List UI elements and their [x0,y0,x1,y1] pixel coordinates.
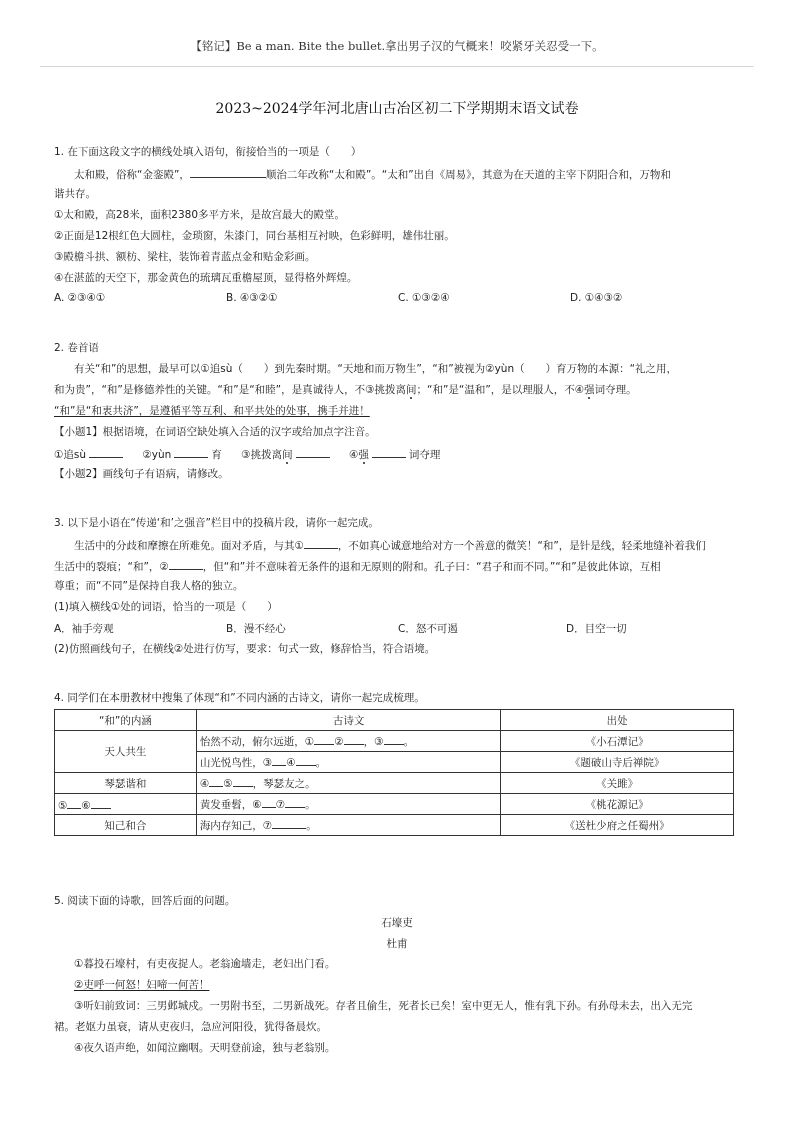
q3-option-d[interactable]: D．目空一切 [566,623,627,635]
q1-option-a[interactable]: A. ②③④① [54,292,106,304]
q2-subquestion-2: 【小题2】画线句子有语病，请修改。 [54,468,229,480]
q1-option-c[interactable]: C. ①③②④ [398,292,450,304]
q2-underlined-sentence: “和”是“和衷共济”，是遵循平等互利、和平共处的处事，携手并进！ [54,405,370,417]
poem-line-2-underlined: ②吏呼一何怒！妇啼一何苦！ [74,979,210,991]
q1-stem: 1. 在下面这段文字的横线处填入语句，衔接恰当的一项是（ ） [54,146,362,158]
q3-blank-1[interactable] [304,537,338,549]
q1-option-b[interactable]: B. ④③②① [226,292,278,304]
table-row [55,794,734,815]
table-header-row [55,710,734,731]
q1-sentence-2: ②正面是12根红色大圆柱，金琐窗，朱漆门，同台基相互衬映，色彩鲜明，雄伟壮丽。 [54,230,455,242]
q3-option-c[interactable]: C．怒不可遏 [398,623,458,635]
q2-subquestion-1: 【小题1】根据语境，在词语空缺处填入合适的汉字或给加点字注音。 [54,426,376,438]
poem-line-3b: 裙。老妪力虽衰，请从吏夜归，急应河阳役，犹得备晨炊。 [54,1021,327,1033]
q2-blank-4[interactable] [372,446,406,458]
q1-sentence-4: ④在湛蓝的天空下，那金黄色的琉璃瓦重檐屋顶，显得格外辉煌。 [54,272,358,284]
q3-stem: 3. 以下是小语在“传递‘和’之强音”栏目中的投稿片段，请你一起完成。 [54,517,379,529]
table-cell-category: 知己和合 [55,815,197,836]
table-cell-poem: 海内存知己，⑦ 。 [196,815,501,836]
poem-line-4: ④夜久语声绝，如闻泣幽咽。天明登前途，独与老翁别。 [74,1042,336,1054]
table-cell-poem: 山光悦鸟性，③ ④ 。 [196,752,501,773]
table-row [55,815,734,836]
q4-blank-5b[interactable] [67,797,81,809]
q4-blank-2[interactable] [344,733,364,745]
q3-passage-line2: 生活中的裂痕；“和”，② ，但“和”并不意味着无条件的退和无原则的附和。孔子曰：“君子和而不同。”“和”是彼此体谅，互相 [54,558,661,574]
table-cell-source: 《小石潭记》 [501,731,734,752]
table-cell-source: 《送杜少府之任蜀州》 [501,815,734,836]
q1-sentence-3: ③殿檐斗拱、额枋、梁柱，装饰着青蓝点金和贴金彩画。 [54,251,316,263]
table-header: 古诗文 [196,710,501,731]
page-header-motto: 【铭记】Be a man. Bite the bullet.拿出男子汉的气概来！咬紧牙关忍受一下。 [190,39,604,53]
table-row [55,731,734,752]
q3-option-a[interactable]: A．袖手旁观 [54,623,114,635]
q4-blank-5[interactable] [233,775,253,787]
q1-option-d[interactable]: D. ①④③② [570,292,623,304]
q4-blank-6b[interactable] [262,796,276,808]
table-cell-category: 琴瑟谐和 [55,773,197,794]
q4-blank-7b[interactable] [272,817,306,829]
q4-blank-3[interactable] [384,733,404,745]
q5-stem: 5. 阅读下面的诗歌，回答后面的问题。 [54,895,236,907]
table-cell-category: 天人共生 [55,731,197,773]
q2-blank-2[interactable] [174,446,208,458]
table-cell-category: ⑤ ⑥ [55,794,197,815]
q2-blank-1[interactable] [89,446,123,458]
table-header: 出处 [501,710,734,731]
poem-title: 石壕吏 [381,917,413,929]
poem-line-3a: ③听妇前致词：三男邺城戍。一男附书至，二男新战死。存者且偷生，死者长已矣！室中更无人，惟有乳下孙。有孙母未去，出入无完 [74,1000,693,1012]
q3-option-b[interactable]: B．漫不经心 [226,623,286,635]
q1-fill-blank[interactable] [190,166,266,178]
q2-blank-3[interactable] [296,446,330,458]
q3-passage-line1: 生活中的分歧和摩擦在所难免。面对矛盾，与其① ，不如真心诚意地给对方一个善意的微笑！“和”，是针是线，轻柔地缝补着我们 [74,537,706,553]
table-header: “和”的内涵 [55,710,197,731]
poem-line-1: ①暮投石壕村，有吏夜捉人。老翁逾墙走，老妇出门看。 [74,958,336,970]
q4-blank-4[interactable] [296,754,316,766]
q4-blank-1[interactable] [314,733,334,745]
q4-blank-3b[interactable] [272,754,286,766]
q3-blank-2[interactable] [169,558,203,570]
q3-passage-line3: 尊重；而“不同”是保持自我人格的独立。 [54,580,244,592]
q4-blank-4b[interactable] [209,775,223,787]
poem-author: 杜甫 [386,938,408,950]
table-cell-poem: 黄发垂髫，⑥ ⑦ 。 [196,794,501,815]
q4-table [54,709,734,836]
header-divider [40,66,754,67]
table-cell-source: 《题破山寺后禅院》 [501,752,734,773]
q2-fill-row: ①追sù ②yùn 育 ③挑拨离间 ④强 词夺理 [54,446,440,462]
table-cell-poem: ④ ⑤ ，琴瑟友之。 [196,773,501,794]
q1-passage-line2: 谐共存。 [54,188,96,200]
table-row [55,773,734,794]
q4-blank-6[interactable] [91,797,111,809]
q2-passage-line2: 和为贵”，“和”是修德养性的关键。“和”是“和睦”，是真诚待人，不③挑拨离间；“和”是“温和”，是以理服人，不④强词夺理。 [54,384,637,396]
table-cell-source: 《关雎》 [501,773,734,794]
q2-heading: 2. 卷首语 [54,342,99,354]
q3-subquestion-2: (2)仿照画线句子，在横线②处进行仿写，要求：句式一致，修辞恰当，符合语境。 [54,643,436,655]
q4-stem: 4. 同学们在本册教材中搜集了体现“和”不同内涵的古诗文，请你一起完成梳理。 [54,692,425,704]
q1-sentence-1: ①太和殿，高28米，面积2380多平方米，是故宫最大的殿堂。 [54,209,345,221]
q3-subquestion-1: (1)填入横线①处的词语，恰当的一项是（ ） [54,601,278,613]
table-cell-source: 《桃花源记》 [501,794,734,815]
q1-passage-line1: 太和殿，俗称“金銮殿”， 顺治二年改称“太和殿”。“太和”出自《周易》，其意为在天道的主宰下阴阳合和，万物和 [74,166,671,182]
page-title: 2023~2024学年河北唐山古冶区初二下学期期末语文试卷 [215,101,579,117]
table-cell-poem: 怡然不动，俯尔远逝，① ② ，③ 。 [196,731,501,752]
q2-passage-line1: 有关“和”的思想，最早可以①追sù（ ）到先秦时期。“天地和而万物生”，“和”被视为②yùn（ ）育万物的本源：“礼之用， [74,363,678,375]
q4-blank-7[interactable] [285,796,305,808]
